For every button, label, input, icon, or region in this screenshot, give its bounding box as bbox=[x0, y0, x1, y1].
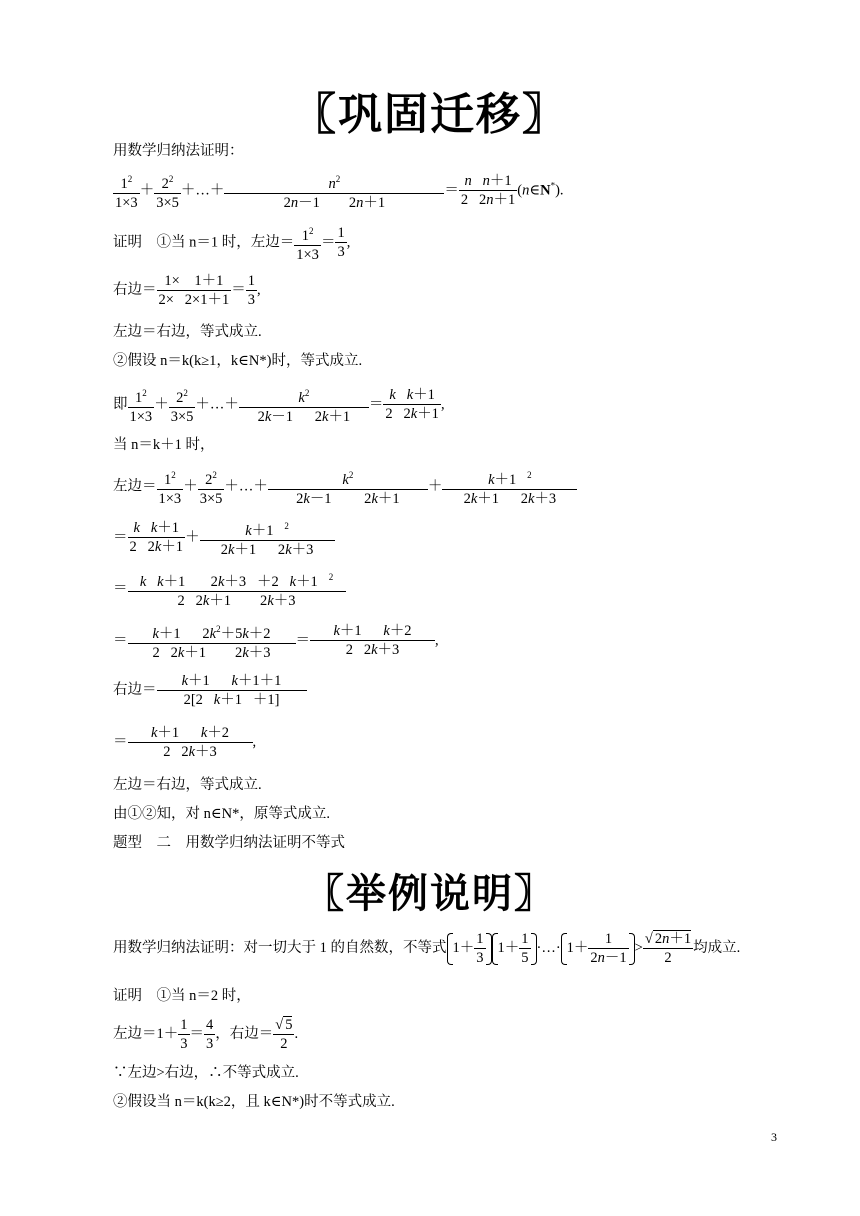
step-eq3: ＝ $\frac{k+1 2k^2+5k+2}{2 2k+1 2k+3}$ ＝ $\frac{k+1 k+2}{2 2k+3}$ , bbox=[113, 620, 439, 662]
proof-step1-label: 证明 ①当 n＝1 时，左边＝ bbox=[113, 234, 295, 251]
final-line1: 由①②知，对 n∈N*，原等式成立. bbox=[113, 806, 330, 822]
step-eq1: ＝ $\frac{\text{k k＋1}}{2 2k+1}$ ＋ $\frac{k+1 ^2}{2k+1 2k+3}$ bbox=[113, 517, 335, 559]
section-banner-consolidate: 〖巩固迁移〗 bbox=[292, 89, 568, 140]
proof-step1: 证明 ①当 n＝1 时，左边＝ $\frac{1^2}{1\times 3}$ ＝ $\frac{1}{3}$ , bbox=[113, 222, 350, 264]
proof2-step1: 证明 ①当 n＝2 时， bbox=[113, 988, 251, 1004]
section-banner-example: 〖举例说明〗 bbox=[304, 871, 556, 917]
ji-label: 即 bbox=[113, 396, 128, 413]
right-side-result: ＝ $\frac{k+1 k+2}{2 2k+3}$ , bbox=[113, 725, 257, 760]
intro-text: 用数学归纳法证明： bbox=[113, 143, 244, 159]
equation-main: $\frac{1^2}{1\times 3}$ ＋ $\frac{2^2}{3\times 5}$ ＋…＋ $\frac{n^2}{2n-1 2n+1}$ ＝ $\frac{\text{n n＋1}}{2 2n+1}$ (n∈N*). bbox=[113, 170, 564, 212]
right-side-line: 右边＝ $\frac{1\times 1+1}{2\times 2\times 1+1}$ ＝ $\frac{1}{3}$ , bbox=[113, 273, 261, 308]
since-line: ∵左边>右边，∴不等式成立. bbox=[113, 1065, 299, 1081]
inequality-statement: 用数学归纳法证明：对一切大于 1 的自然数，不等式 1＋ $\frac{1}{3}$ 1＋ $\frac{1}{5}$ ·…· 1＋ $\frac{1}{2n-1}$ > $\frac{√ 2n+1}{2}$ 均成立. bbox=[113, 931, 741, 966]
left-side-label: 左边＝ bbox=[113, 478, 157, 495]
intro2-text: 用数学归纳法证明：对一切大于 1 的自然数，不等式 bbox=[113, 939, 447, 956]
right-side-label: 右边＝ bbox=[113, 281, 157, 298]
intro2-end-text: 均成立. bbox=[693, 939, 741, 956]
assumption-line1: ②假设 n＝k(k≥1，k∈N*)时，等式成立. bbox=[113, 353, 363, 369]
step-eq2: ＝ $\frac{k k+1 2k+3 +2 k+1 ^2}{2 2k+1 2k+3}$ bbox=[113, 568, 346, 610]
left-expand: 左边＝ $\frac{1^2}{1\times 3}$ ＋ $\frac{2^2}{3\times 5}$ ＋…＋ $\frac{k^2}{2k-1 2k+1}$ ＋ $\frac{k+1 ^2}{2k+1 2k+3}$ bbox=[113, 466, 577, 508]
section-title-2: 题型 二 用数学归纳法证明不等式 bbox=[113, 835, 345, 851]
page-number: 3 bbox=[771, 1130, 777, 1144]
equation-assumed: 即 $\frac{1^2}{1\times 3}$ ＋ $\frac{2^2}{3\times 5}$ ＋…＋ $\frac{k^2}{2k-1 2k+1}$ ＝ $\frac{\text{k k＋1}}{2 2k+1}$ , bbox=[113, 384, 445, 426]
right-side-label: 右边＝ bbox=[113, 681, 157, 698]
right-side-label: 右边＝ bbox=[229, 1025, 274, 1042]
conclusion-line1: 左边＝右边，等式成立. bbox=[113, 324, 262, 340]
left-side-label: 左边＝ bbox=[113, 1025, 157, 1042]
when-k1-line: 当 n＝k＋1 时， bbox=[113, 437, 215, 453]
right-side-expand: 右边＝ $\frac{k+1 k+1+1}{2[2 k+1 +1]}$ bbox=[113, 672, 307, 709]
assumption-line2: ②假设当 n＝k(k≥2，且 k∈N*)时不等式成立. bbox=[113, 1094, 395, 1110]
n2-values: 左边＝1＋ $\frac{1}{3}$ ＝ $\frac{4}{3}$ ，右边＝ $\frac{√ 5}{2}$ . bbox=[113, 1017, 299, 1052]
conclusion-line2: 左边＝右边，等式成立. bbox=[113, 777, 262, 793]
